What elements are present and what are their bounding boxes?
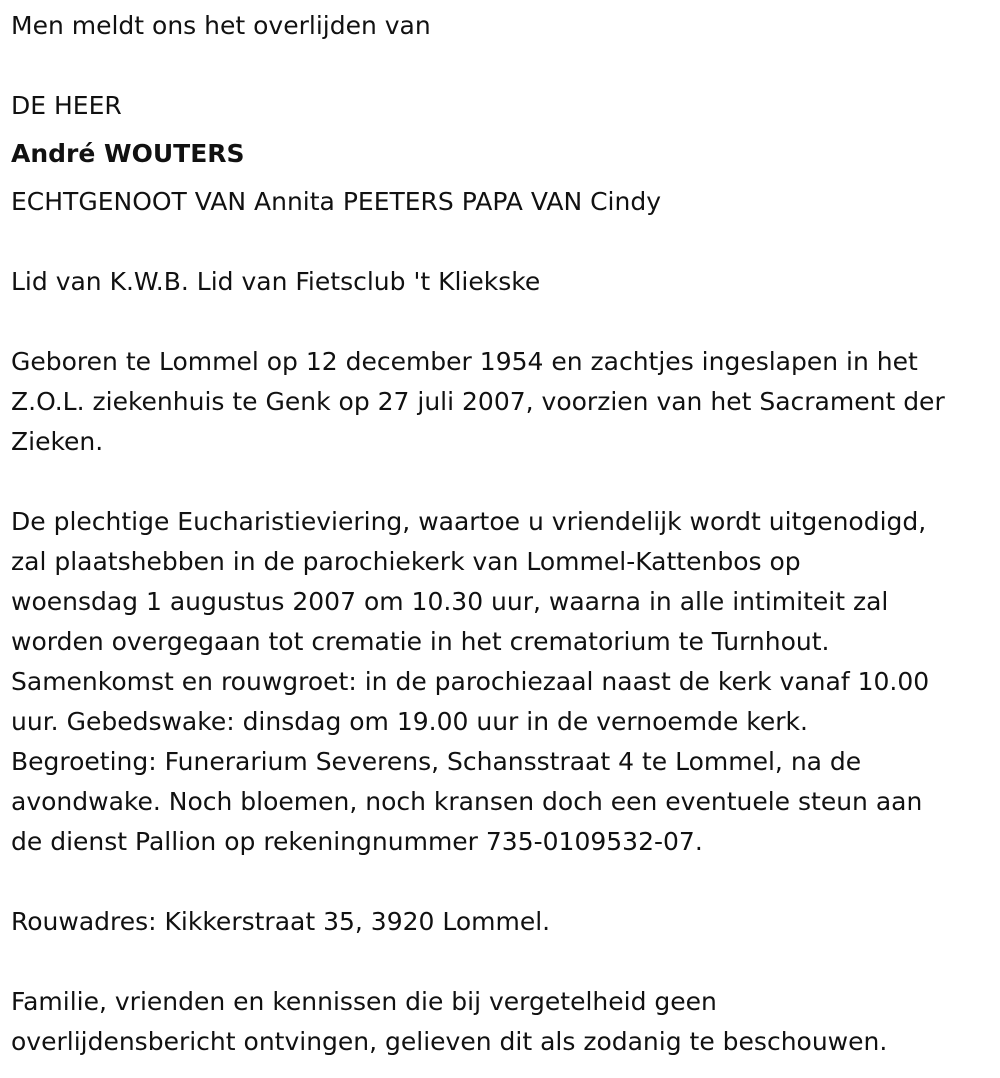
ceremony-line: avondwake. Noch bloemen, noch kransen doch een eventuele steun aan [11, 787, 923, 816]
deceased-name: André WOUTERS [11, 139, 245, 168]
ceremony-line: worden overgegaan tot crematie in het crematorium te Turnhout. [11, 627, 830, 656]
ceremony-line: zal plaatshebben in de parochiekerk van Lommel-Kattenbos op [11, 547, 801, 576]
birth-death-line: Geboren te Lommel op 12 december 1954 en zachtjes ingeslapen in het [11, 347, 918, 376]
ceremony-line: de dienst Pallion op rekeningnummer 735-0109532-07. [11, 827, 703, 856]
closing-line: overlijdensbericht ontvingen, gelieven dit als zodanig te beschouwen. [11, 1027, 888, 1056]
birth-death-paragraph [11, 342, 996, 462]
ceremony-paragraph [11, 502, 996, 862]
ceremony-line: Samenkomst en rouwgroet: in de parochiezaal naast de kerk vanaf 10.00 [11, 667, 930, 696]
closing-paragraph [11, 982, 996, 1062]
mourning-address: Rouwadres: Kikkerstraat 35, 3920 Lommel. [11, 907, 551, 936]
ceremony-line: uur. Gebedswake: dinsdag om 19.00 uur in de vernoemde kerk. [11, 707, 808, 736]
memberships-text: Lid van K.W.B. Lid van Fietsclub 't Kliekske [11, 267, 541, 296]
intro-text: Men meldt ons het overlijden van [11, 11, 431, 40]
ceremony-line: woensdag 1 augustus 2007 om 10.30 uur, waarna in alle intimiteit zal [11, 587, 889, 616]
ceremony-line: Begroeting: Funerarium Severens, Schansstraat 4 te Lommel, na de [11, 747, 862, 776]
relations-text: ECHTGENOOT VAN Annita PEETERS PAPA VAN Cindy [11, 187, 662, 216]
honorific-title: DE HEER [11, 91, 122, 120]
birth-death-line: Zieken. [11, 427, 104, 456]
birth-death-line: Z.O.L. ziekenhuis te Genk op 27 juli 2007, voorzien van het Sacrament der [11, 387, 945, 416]
ceremony-line: De plechtige Eucharistieviering, waartoe u vriendelijk wordt uitgenodigd, [11, 507, 927, 536]
closing-line: Familie, vrienden en kennissen die bij vergetelheid geen [11, 987, 717, 1016]
